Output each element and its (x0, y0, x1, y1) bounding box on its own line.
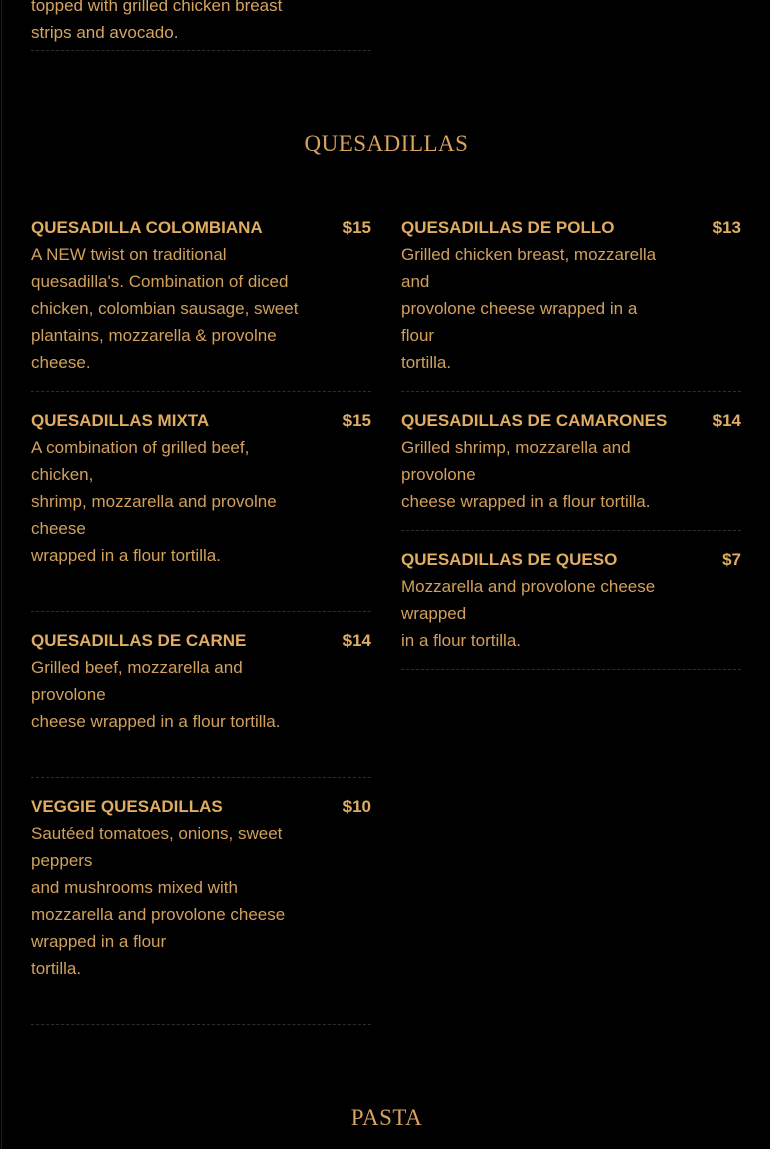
description-line: tortilla. (31, 959, 82, 978)
description-line: cheese. (31, 353, 91, 372)
item-divider (31, 50, 371, 51)
description-line: cheese wrapped in a flour tortilla. (401, 492, 651, 511)
item-description (401, 434, 669, 515)
item-price: $13 (712, 218, 741, 237)
item-description (401, 573, 669, 654)
description-line: topped with grilled chicken breast (31, 0, 283, 15)
description-line: and mushrooms mixed with (31, 878, 238, 897)
menu-page (1, 0, 770, 1149)
menu-item-quesadillas-de-pollo[interactable] (401, 214, 741, 376)
item-divider (31, 391, 371, 392)
description-line: strips and avocado. (31, 23, 179, 42)
description-line: cheese (31, 519, 86, 538)
description-line: Grilled beef, mozzarella and (31, 658, 243, 677)
description-line: Sautéed tomatoes, onions, sweet (31, 824, 283, 843)
item-price: $15 (342, 218, 371, 237)
item-price: $14 (342, 631, 371, 650)
description-line: tortilla. (401, 353, 452, 372)
section-title-quesadillas: QUESADILLAS (304, 131, 469, 156)
description-line: quesadilla's. Combination of diced (31, 272, 289, 291)
menu-item-quesadillas-de-carne[interactable] (31, 627, 371, 735)
item-description (31, 434, 299, 569)
item-price: $10 (342, 797, 371, 816)
description-line: wrapped in a flour tortilla. (31, 546, 221, 565)
item-name: QUESADILLAS DE CARNE (31, 631, 247, 650)
item-price: $15 (342, 411, 371, 430)
description-line: shrimp, mozzarella and provolne (31, 492, 277, 511)
item-divider (401, 669, 741, 670)
menu-item-quesadilla-colombiana[interactable] (31, 214, 371, 376)
menu-item-quesadillas-de-queso[interactable] (401, 546, 741, 654)
description-line: chicken, (31, 465, 94, 484)
menu-item-quesadillas-de-camarones[interactable] (401, 407, 741, 515)
description-line: Grilled chicken breast, mozzarella (401, 245, 657, 264)
item-description (401, 241, 669, 376)
item-description (31, 820, 299, 982)
item-name: VEGGIE QUESADILLAS (31, 797, 223, 816)
item-name: QUESADILLAS DE POLLO (401, 218, 615, 237)
item-divider (401, 391, 741, 392)
description-line: wrapped (401, 604, 467, 623)
previous-item-description (31, 0, 371, 46)
section-title-pasta: PASTA (350, 1105, 423, 1130)
item-price: $7 (722, 550, 741, 569)
description-line: Mozzarella and provolone cheese (401, 577, 656, 596)
description-line: A NEW twist on traditional (31, 245, 227, 264)
item-price: $14 (712, 411, 741, 430)
item-divider (401, 530, 741, 531)
menu-item-quesadillas-mixta[interactable] (31, 407, 371, 569)
description-line: wrapped in a flour (31, 932, 167, 951)
item-divider (31, 1024, 371, 1025)
item-description (31, 654, 299, 735)
item-name: QUESADILLA COLOMBIANA (31, 218, 263, 237)
description-line: provolone cheese wrapped in a (401, 299, 638, 318)
description-line: mozzarella and provolone cheese (31, 905, 286, 924)
description-line: flour (401, 326, 435, 345)
menu-item-veggie-quesadillas[interactable] (31, 793, 371, 982)
item-name: QUESADILLAS MIXTA (31, 411, 210, 430)
description-line: Grilled shrimp, mozzarella and (401, 438, 631, 457)
item-divider (31, 777, 371, 778)
item-name: QUESADILLAS DE CAMARONES (401, 411, 668, 430)
item-name: QUESADILLAS DE QUESO (401, 550, 618, 569)
item-description (31, 241, 299, 376)
description-line: peppers (31, 851, 93, 870)
description-line: chicken, colombian sausage, sweet (31, 299, 299, 318)
description-line: and (401, 272, 430, 291)
description-line: provolone (31, 685, 106, 704)
description-line: provolone (401, 465, 476, 484)
description-line: cheese wrapped in a flour tortilla. (31, 712, 281, 731)
description-line: plantains, mozzarella & provolne (31, 326, 277, 345)
description-line: A combination of grilled beef, (31, 438, 250, 457)
item-divider (31, 611, 371, 612)
description-line: in a flour tortilla. (401, 631, 521, 650)
